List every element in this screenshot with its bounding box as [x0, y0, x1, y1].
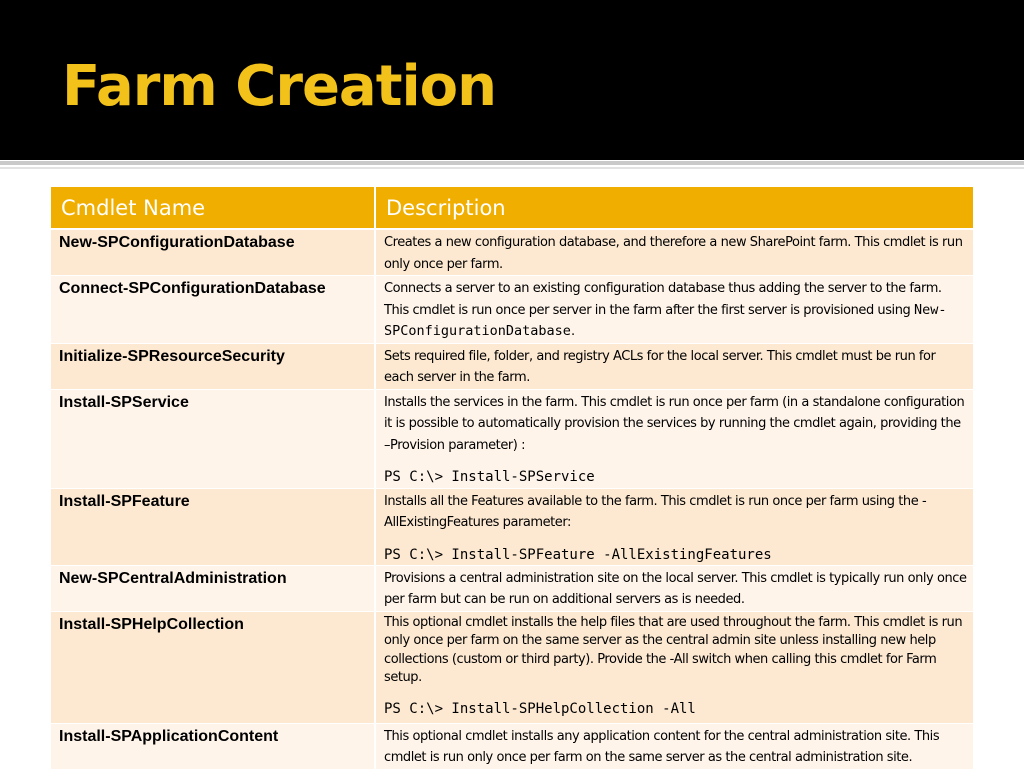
- cmdlet-description: [375, 611, 973, 723]
- slide-title: Farm Creation: [62, 54, 497, 119]
- cmdlet-description: [375, 389, 973, 488]
- cmdlet-table: [51, 187, 973, 770]
- code-sample: PS C:\> Install-SPFeature -AllExistingFeatures: [384, 546, 772, 563]
- cmdlet-description: Sets required file, folder, and registry ACLs for the local server. This cmdlet must be run for each server in the farm.: [375, 343, 973, 389]
- divider-line: [0, 161, 1024, 165]
- description-text: Installs all the Features available to the farm. This cmdlet is run once per farm using the -AllExistingFeatures parameter:: [384, 493, 927, 530]
- description-text: Connects a server to an existing configuration database thus adding the server to the farm. This cmdlet is run once per server in the farm after the first server is provisioned using: [384, 281, 942, 318]
- code-sample: PS C:\> Install-SPHelpCollection -All: [384, 700, 696, 717]
- table-row: [51, 389, 973, 488]
- table-row: [51, 565, 973, 611]
- cmdlet-description: [375, 488, 973, 565]
- table-row: [51, 276, 973, 344]
- table-row: [51, 229, 973, 276]
- description-end: .: [570, 324, 575, 339]
- divider-line-thin: [0, 167, 1024, 169]
- table-row: [51, 343, 973, 389]
- table-row: [51, 488, 973, 565]
- cmdlet-name: New-SPCentralAdministration: [51, 565, 375, 611]
- table-row: [51, 611, 973, 723]
- cmdlet-description: [375, 276, 973, 344]
- code-sample: PS C:\> Install-SPService: [384, 469, 595, 485]
- cmdlet-description: Creates a new configuration database, and therefore a new SharePoint farm. This cmdlet is run only once per farm.: [375, 229, 973, 276]
- column-header-name: Cmdlet Name: [51, 187, 375, 229]
- cmdlet-name: Connect-SPConfigurationDatabase: [51, 276, 375, 344]
- inline-code: New-SPConfigurationDatabase: [384, 301, 947, 339]
- cmdlet-name: Install-SPService: [51, 389, 375, 488]
- cmdlet-name: Install-SPHelpCollection: [51, 611, 375, 723]
- column-header-description: Description: [375, 187, 973, 229]
- cmdlet-description: This optional cmdlet installs any application content for the central administration site. This cmdlet is run only once per farm on the same server as the central administration site.: [375, 723, 973, 769]
- table-header-row: [51, 187, 973, 229]
- cmdlet-description: Provisions a central administration site on the local server. This cmdlet is typically run only once per farm but can be run on additional servers as is needed.: [375, 565, 973, 611]
- cmdlet-name: Install-SPFeature: [51, 488, 375, 565]
- table-row: [51, 723, 973, 769]
- cmdlet-name: Install-SPApplicationContent: [51, 723, 375, 769]
- cmdlet-name: Initialize-SPResourceSecurity: [51, 343, 375, 389]
- cmdlet-name: New-SPConfigurationDatabase: [51, 229, 375, 276]
- title-bar: [0, 0, 1024, 160]
- description-text: This optional cmdlet installs the help files that are used throughout the farm. This cmdlet is run only once per farm on the same server as the central admin site unless installing new help collections (custom or third party). Provide the -All switch when calling this cmdlet for Farm setup.: [384, 614, 963, 685]
- description-text: Installs the services in the farm. This cmdlet is run once per farm (in a standalone configuration it is possible to automatically provision the services by running the cmdlet again, providing the –Provision parameter) :: [384, 394, 965, 453]
